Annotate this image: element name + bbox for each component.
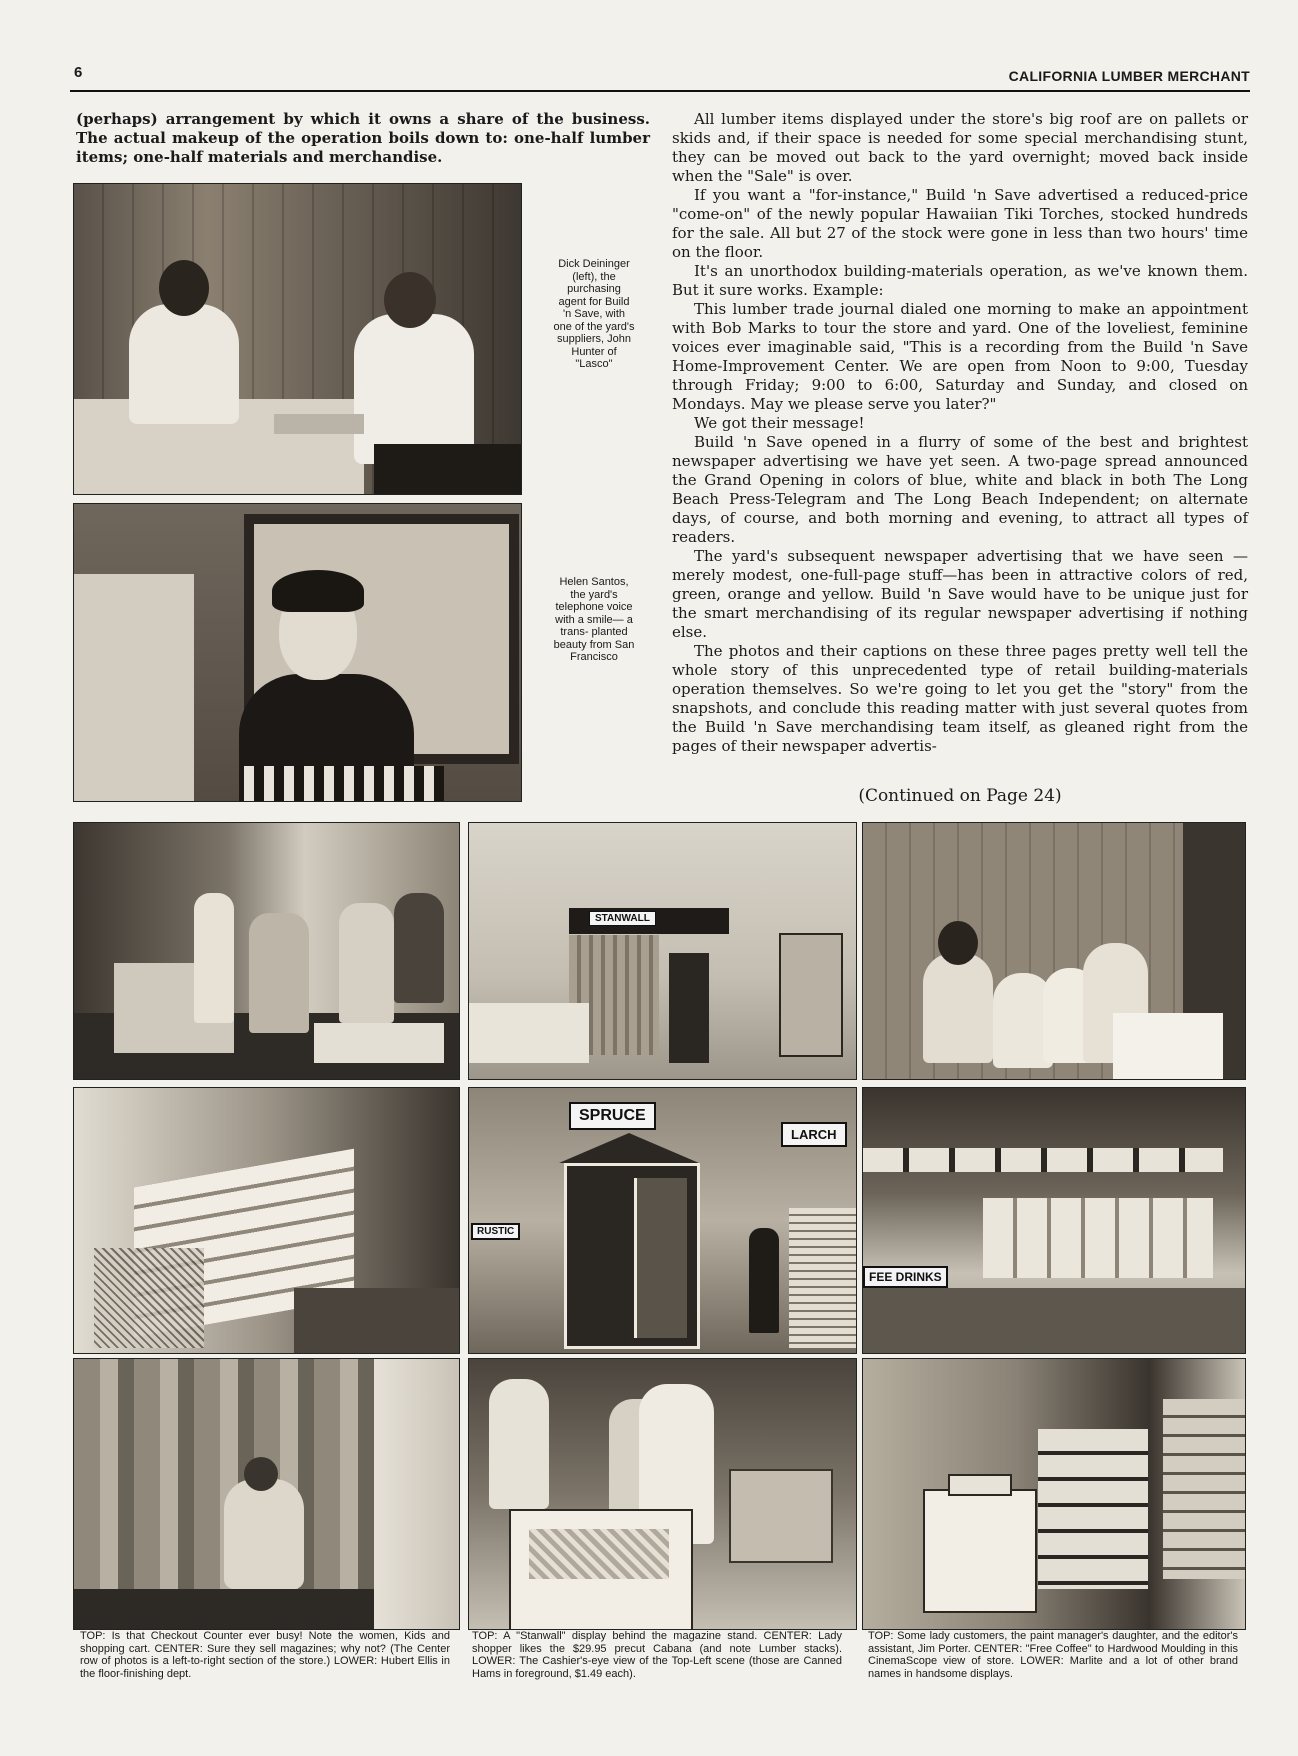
body-paragraph: This lumber trade journal dialed one morning to make an appointment with Bob Marks to tour the store and yard. One of the loveliest, feminine voices ever imaginable said, "This is a recording from the Build 'n Save Home-Improvement Center. We are open from Noon to 9:00, Tuesday through Friday; 9:00 to 6:00, Saturday and Sunday, and closed on Mondays. May we please serve you later?" bbox=[672, 300, 1248, 413]
photo-free-coffee bbox=[862, 1087, 1246, 1354]
photo-purchasing-agent bbox=[73, 183, 522, 495]
body-paragraph: The yard's subsequent newspaper advertising that we have seen —merely modest, one-full-page stuff—has been in attractive colors of red, green, orange and yellow. Build 'n Save would have to be unique just for the smart merchandising of its regular newspaper advertising if nothing else. bbox=[672, 547, 1248, 641]
spruce-sign: SPRUCE bbox=[569, 1102, 656, 1130]
page-number: 6 bbox=[74, 64, 83, 81]
stanwall-sign: STANWALL bbox=[589, 911, 656, 926]
photo-magazine-racks bbox=[73, 1087, 460, 1354]
caption-column-1: TOP: Is that Checkout Counter ever busy! Note the women, Kids and shopping cart. CENTER: Sure they sell magazines; why not? (The Center row of photos is a left-to-right section of the store.) LOWER: Hubert Ellis in the floor-finishing dept. bbox=[80, 1630, 450, 1680]
header-rule bbox=[70, 90, 1250, 92]
rustic-sign: RUSTIC bbox=[471, 1223, 520, 1240]
caption-purchasing-agent: Dick Deininger (left), the purchasing agent for Build 'n Save, with one of the yard's suppliers, John Hunter of "Lasco" bbox=[553, 258, 635, 370]
body-paragraph: Build 'n Save opened in a flurry of some of the best and brightest newspaper advertising we have yet seen. A two-page spread announced the Grand Opening in colors of blue, white and black in both The Long Beach Press-Telegram and The Long Beach Independent; on alternate days, of course, and both morning and evening, to attract all types of readers. bbox=[672, 433, 1248, 546]
page-header bbox=[70, 64, 1250, 86]
coffee-sign: FEE DRINKS bbox=[863, 1266, 948, 1288]
body-paragraph: It's an unorthodox building-materials operation, as we've known them. But it sure works. Example: bbox=[672, 262, 1248, 299]
photo-floor-finishing bbox=[73, 1358, 460, 1630]
photo-marlite-displays bbox=[862, 1358, 1246, 1630]
photo-telephone-voice bbox=[73, 503, 522, 802]
continued-note: (Continued on Page 24) bbox=[858, 786, 1062, 806]
photo-lady-customers bbox=[862, 822, 1246, 1080]
article-body bbox=[672, 110, 1248, 756]
intro-paragraph: (perhaps) arrangement by which it owns a share of the business. The actual makeup of the operation boils down to: one-half lumber items; one-half materials and merchandise. bbox=[76, 110, 650, 166]
body-paragraph: If you want a "for-instance," Build 'n Save advertised a reduced-price "come-on" of the newly popular Hawaiian Tiki Torches, stocked hundreds for the sale. All but 27 of the stock were gone in less than two hours' time on the floor. bbox=[672, 186, 1248, 261]
larch-sign: LARCH bbox=[781, 1122, 847, 1147]
body-paragraph: The photos and their captions on these three pages pretty well tell the whole story of this unprecedented type of retail building-materials operation themselves. So we're going to let you get the "story" from the snapshots, and conclude this reading matter with just several quotes from the Build 'n Save merchandising team itself, as gleaned right from the pages of their newspaper advertis- bbox=[672, 642, 1248, 755]
publication-title: CALIFORNIA LUMBER MERCHANT bbox=[1008, 68, 1250, 84]
caption-telephone-voice: Helen Santos, the yard's telephone voice with a smile— a trans- planted beauty from San Francisco bbox=[553, 576, 635, 663]
photo-checkout-counter bbox=[73, 822, 460, 1080]
caption-column-3: TOP: Some lady customers, the paint manager's daughter, and the editor's assistant, Jim Porter. CENTER: "Free Coffee" to Hardwood Moulding in this CinemaScope view of store. LOWER: Marlite and a lot of other brand names in handsome displays. bbox=[868, 1630, 1238, 1680]
photo-cabana-lumber bbox=[468, 1087, 857, 1354]
photo-cashier-view bbox=[468, 1358, 857, 1630]
body-paragraph: We got their message! bbox=[694, 414, 865, 432]
body-paragraph: All lumber items displayed under the store's big roof are on pallets or skids and, if their space is needed for some special merchandising stunt, they can be moved out back to the yard overnight; moved back inside when the "Sale" is over. bbox=[672, 110, 1248, 185]
caption-column-2: TOP: A "Stanwall" display behind the magazine stand. CENTER: Lady shopper likes the $29.95 precut Cabana (and note Lumber stacks). LOWER: The Cashier's-eye view of the Top-Left scene (those are Canned Hams in foreground, $1.49 each). bbox=[472, 1630, 842, 1680]
photo-stanwall-display bbox=[468, 822, 857, 1080]
